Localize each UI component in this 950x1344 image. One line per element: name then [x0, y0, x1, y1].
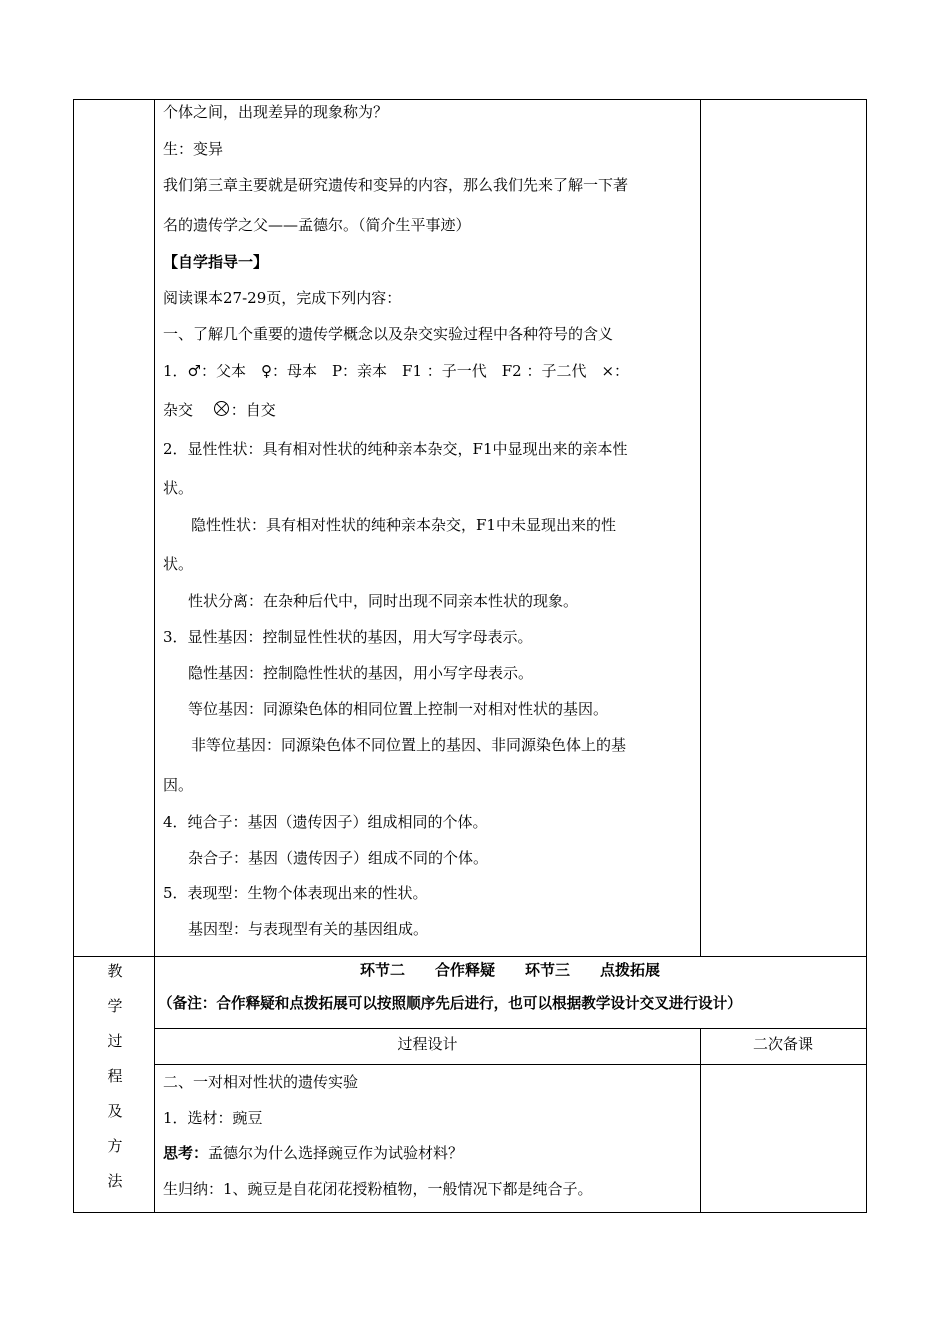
text-line: 状。	[163, 479, 194, 497]
column-header-second-prep: 二次备课	[752, 1035, 813, 1053]
section-header-note: （备注：合作释疑和点拨拓展可以按照顺序先后进行，也可以根据教学设计交叉进行设计）	[158, 995, 742, 1012]
side-label-char: 及	[107, 1102, 123, 1120]
cross-label: 杂交	[163, 401, 194, 419]
text-line: 杂合子：基因（遗传因子）组成不同的个体。	[188, 849, 489, 867]
text-line: 非等位基因：同源染色体不同位置上的基因、非同源染色体上的基	[191, 736, 627, 754]
row-divider-content	[154, 1064, 866, 1065]
col-divider-right-top	[700, 100, 701, 956]
text-line: 4．纯合子：基因（遗传因子）组成相同的个体。	[163, 813, 488, 831]
selfing-symbol-icon	[214, 401, 229, 416]
text-line: 隐性基因：控制隐性性状的基因，用小写字母表示。	[188, 664, 534, 682]
think-question: 孟德尔为什么选择豌豆作为试验材料？	[208, 1144, 464, 1162]
text-line: 阅读课本27-29页，完成下列内容：	[163, 289, 402, 307]
text-line	[163, 400, 276, 420]
text-line: 因。	[163, 776, 194, 794]
section-header-title: 环节二 合作释疑 环节三 点拨拓展	[359, 961, 660, 979]
text-line: 5．表现型：生物个体表现出来的性状。	[163, 884, 428, 902]
side-label-char: 法	[107, 1172, 123, 1190]
side-label-char: 学	[107, 997, 123, 1015]
self-study-heading: 【自学指导一】	[163, 253, 269, 271]
text-line: 等位基因：同源染色体的相同位置上控制一对相对性状的基因。	[188, 700, 609, 718]
row-divider-colheader	[154, 1028, 866, 1029]
text-line: 一、了解几个重要的遗传学概念以及杂交实验过程中各种符号的含义	[163, 325, 614, 343]
column-header-process: 过程设计	[397, 1035, 458, 1053]
text-line: 1．选材：豌豆	[163, 1109, 263, 1127]
text-line: 生归纳：1、豌豆是自花闭花授粉植物，一般情况下都是纯合子。	[163, 1180, 593, 1198]
selfing-label: ：自交	[230, 401, 276, 419]
col-divider-right-bottom	[700, 1028, 701, 1212]
text-line: 二、一对相对性状的遗传实验	[163, 1073, 359, 1091]
text-line: 名的遗传学之父——孟德尔。（简介生平事迹）	[163, 216, 471, 234]
text-line: 基因型：与表现型有关的基因组成。	[188, 920, 429, 938]
text-line: 我们第三章主要就是研究遗传和变异的内容，那么我们先来了解一下著	[163, 176, 629, 194]
side-label-char: 方	[107, 1137, 123, 1155]
text-line: 性状分离：在杂种后代中，同时出现不同亲本性状的现象。	[188, 592, 579, 610]
text-line: 个体之间，出现差异的现象称为？	[163, 103, 389, 121]
text-line: 生：变异	[163, 140, 224, 158]
side-label-char: 教	[107, 962, 123, 980]
text-line: 2．显性性状：具有相对性状的纯种亲本杂交，F1中显现出来的亲本性	[163, 440, 628, 458]
text-line: 3．显性基因：控制显性性状的基因，用大写字母表示。	[163, 628, 533, 646]
text-line: 隐性性状：具有相对性状的纯种亲本杂交，F1中未显现出来的性	[191, 516, 616, 534]
side-label-char: 程	[107, 1067, 123, 1085]
text-line: 状。	[163, 555, 194, 573]
think-label: 思考：	[163, 1144, 209, 1162]
symbols-line: 1．♂：父本 ♀：母本 P：亲本 F1 ：子一代 F2 ：子二代 ×：	[163, 362, 630, 380]
row-divider-section	[74, 956, 866, 957]
text-line	[163, 1143, 463, 1163]
side-label-char: 过	[107, 1032, 123, 1050]
